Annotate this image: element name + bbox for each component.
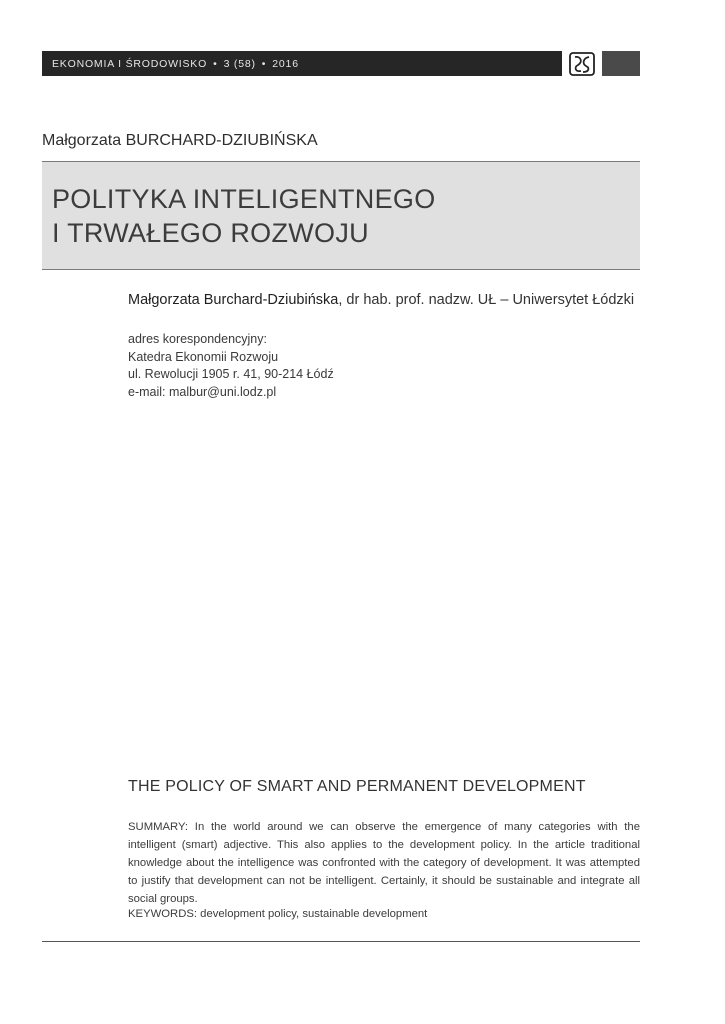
- english-title: THE POLICY OF SMART AND PERMANENT DEVELOPMENT: [128, 778, 586, 795]
- journal-name: EKONOMIA I ŚRODOWISKO: [52, 57, 208, 70]
- author-title-institution: , dr hab. prof. nadzw. UŁ – Uniwersytet Łódzki: [338, 292, 635, 308]
- address-line-2: ul. Rewolucji 1905 r. 41, 90-214 Łódź: [128, 367, 334, 381]
- journal-logo-icon: [569, 52, 595, 76]
- header-separator: •: [261, 57, 267, 70]
- author-name: Małgorzata Burchard-Dziubińska: [128, 292, 339, 308]
- address-email: e-mail: malbur@uni.lodz.pl: [128, 384, 277, 399]
- author-name-top: Małgorzata BURCHARD-DZIUBIŃSKA: [42, 132, 318, 149]
- address-label: adres korespondencyjny:: [128, 332, 267, 346]
- correspondence-address: [128, 331, 334, 401]
- summary-paragraph: SUMMARY: In the world around we can observe the emergence of many categories with the intelligent (smart) adjective. This also applies to the development policy. In the article traditional knowledge about the intelligence was confronted with the category of development. It was attempted to justify that development can not be intelligent. Certainly, it should be sustainable and integrate all social groups.: [128, 821, 640, 905]
- journal-issue: 3 (58): [223, 57, 256, 70]
- article-title-line-2: I TRWAŁEGO ROZWOJU: [52, 218, 369, 248]
- bottom-divider: [42, 941, 640, 942]
- keywords-line: KEYWORDS: development policy, sustainable development: [128, 908, 428, 920]
- address-line-1: Katedra Ekonomii Rozwoju: [128, 349, 279, 364]
- header-gray-tab: [602, 51, 640, 76]
- article-title-line-1: POLITYKA INTELIGENTNEGO: [52, 184, 436, 214]
- journal-year: 2016: [272, 57, 299, 70]
- journal-header-bar: [42, 51, 562, 76]
- header-separator: •: [213, 57, 218, 70]
- journal-logo: [562, 51, 602, 76]
- article-title-box: [42, 161, 640, 270]
- author-affiliation: [128, 292, 634, 308]
